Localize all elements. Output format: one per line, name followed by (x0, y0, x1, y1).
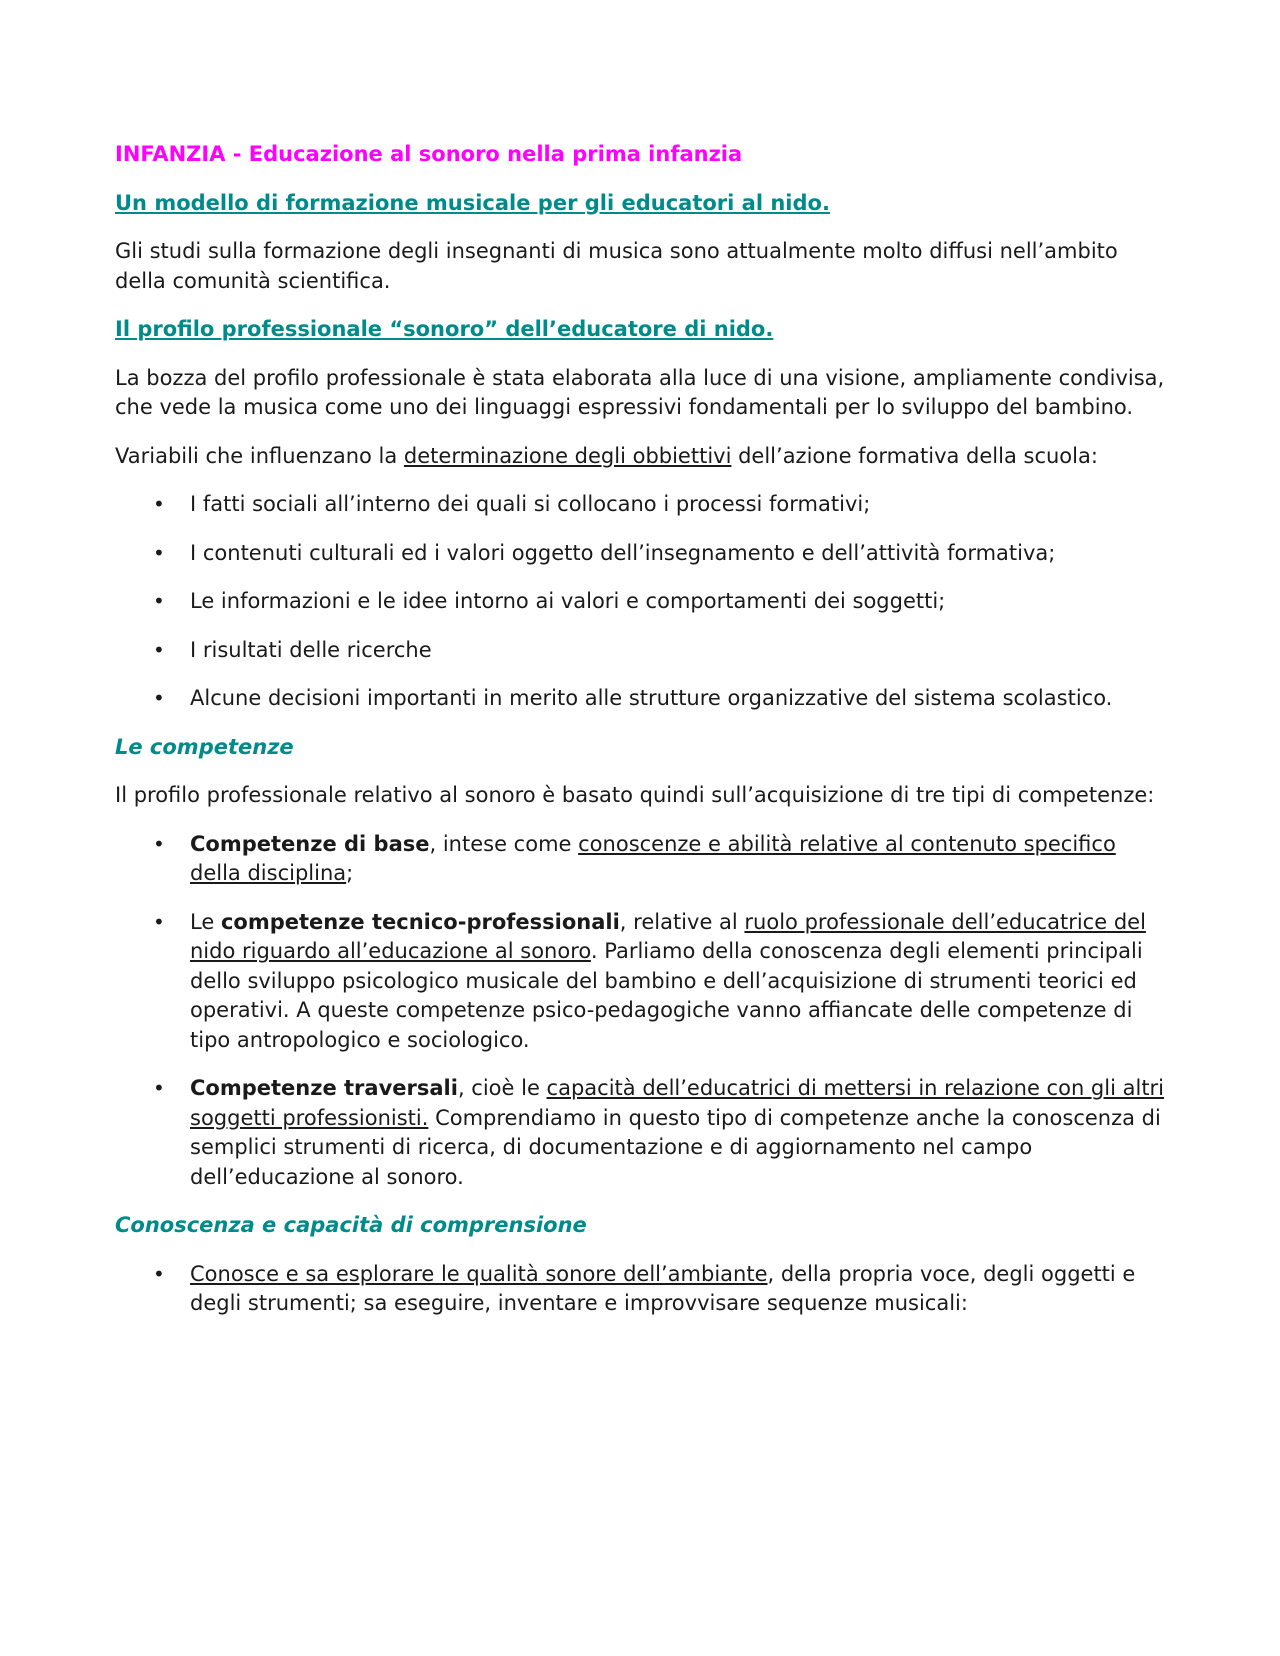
bullet-icon: • (153, 831, 165, 856)
variables-list (115, 490, 1165, 714)
text-span: , della propria voce, degli oggetti e degli strumenti; sa eseguire, inventare e improvvisare sequenze musicali: (190, 1261, 1136, 1315)
bold-term: competenze tecnico-professionali (220, 909, 620, 934)
knowledge-list (115, 1260, 1165, 1319)
list-item (115, 587, 1165, 617)
bullet-icon: • (153, 540, 165, 565)
bullet-icon: • (153, 492, 165, 516)
bullet-icon: • (153, 589, 165, 613)
text-span: dell’azione formativa della scuola: (731, 443, 1098, 468)
section-heading-conoscenza: Conoscenza e capacità di comprensione (115, 1213, 587, 1237)
document-page (115, 140, 1165, 1338)
text-span: , relative al (619, 909, 745, 934)
document-title: INFANZIA - Educazione al sonoro nella prima infanzia (115, 142, 743, 166)
underlined-text: capacità dell’educatrici di mettersi in relazione con gli altri soggetti professionisti. (190, 1076, 1165, 1130)
underlined-text: determinazione degli obbiettivi (403, 443, 732, 468)
section-heading-modello: Un modello di formazione musicale per gli educatori al nido. (115, 190, 830, 215)
bullet-icon: • (153, 637, 165, 662)
underlined-text: ruolo professionale dell’educatrice del nido riguardo all’educazione al sonoro (190, 909, 1146, 963)
paragraph-profilo-sonoro: Il profilo professionale relativo al sonoro è basato quindi sull’acquisizione di tre tipi di competenze: (115, 783, 1155, 807)
bold-term: Competenze traversali (190, 1076, 458, 1100)
bullet-icon: • (153, 1261, 165, 1286)
text-span: , intese come (429, 831, 579, 856)
list-item (115, 490, 1165, 520)
list-item (115, 908, 1165, 1056)
list-item (115, 1074, 1165, 1192)
list-item-text: I risultati delle ricerche (190, 637, 432, 662)
list-item (115, 684, 1165, 714)
text-span: Variabili che influenzano la (115, 443, 404, 468)
list-item-text: Alcune decisioni importanti in merito alle strutture organizzative del sistema scolastico. (190, 686, 1113, 710)
paragraph-studi: Gli studi sulla formazione degli insegnanti di musica sono attualmente molto diffusi nell’ambito della comunità scientifica. (115, 239, 1118, 293)
list-item-text: I fatti sociali all’interno dei quali si collocano i processi formativi; (190, 492, 871, 516)
bullet-icon: • (153, 1076, 165, 1100)
list-item (115, 830, 1165, 889)
list-item (115, 539, 1165, 569)
section-heading-competenze: Le competenze (115, 734, 294, 759)
section-heading-profilo: Il profilo professionale “sonoro” dell’educatore di nido. (115, 317, 774, 341)
bullet-icon: • (153, 686, 165, 710)
paragraph-variabili (115, 442, 1165, 472)
bold-term: Competenze di base (190, 831, 430, 856)
list-item-text: Le informazioni e le idee intorno ai valori e comportamenti dei soggetti; (190, 589, 946, 613)
text-span: Le (190, 909, 221, 934)
paragraph-bozza: La bozza del profilo professionale è stata elaborata alla luce di una visione, ampliamente condivisa, che vede la musica come uno dei linguaggi espressivi fondamentali per lo sviluppo del bambino. (115, 365, 1165, 419)
underlined-text: conoscenze e abilità relative al contenuto specifico della disciplina (190, 831, 1116, 885)
text-span: . Parliamo della conoscenza degli elementi principali dello sviluppo psicologico musicale del bambino e dell’acquisizione di strumenti teorici ed operativi. A queste competenze psico-pedagogiche vanno affiancate delle competenze di tipo antropologico e sociologico. (190, 939, 1143, 1052)
list-item (115, 636, 1165, 666)
list-item (115, 1260, 1165, 1319)
list-item-text: I contenuti culturali ed i valori oggetto dell’insegnamento e dell’attività formativa; (190, 540, 1056, 565)
text-span: , cioè le (457, 1076, 547, 1100)
bullet-icon: • (153, 909, 165, 934)
text-span: ; (346, 861, 354, 885)
competences-list (115, 830, 1165, 1193)
underlined-text: Conosce e sa esplorare le qualità sonore dell’ambiante (190, 1261, 768, 1286)
text-span: Comprendiamo in questo tipo di competenze anche la conoscenza di semplici strumenti di ricerca, di documentazione e di aggiornamento nel campo dell’educazione al sonoro. (190, 1105, 1161, 1189)
